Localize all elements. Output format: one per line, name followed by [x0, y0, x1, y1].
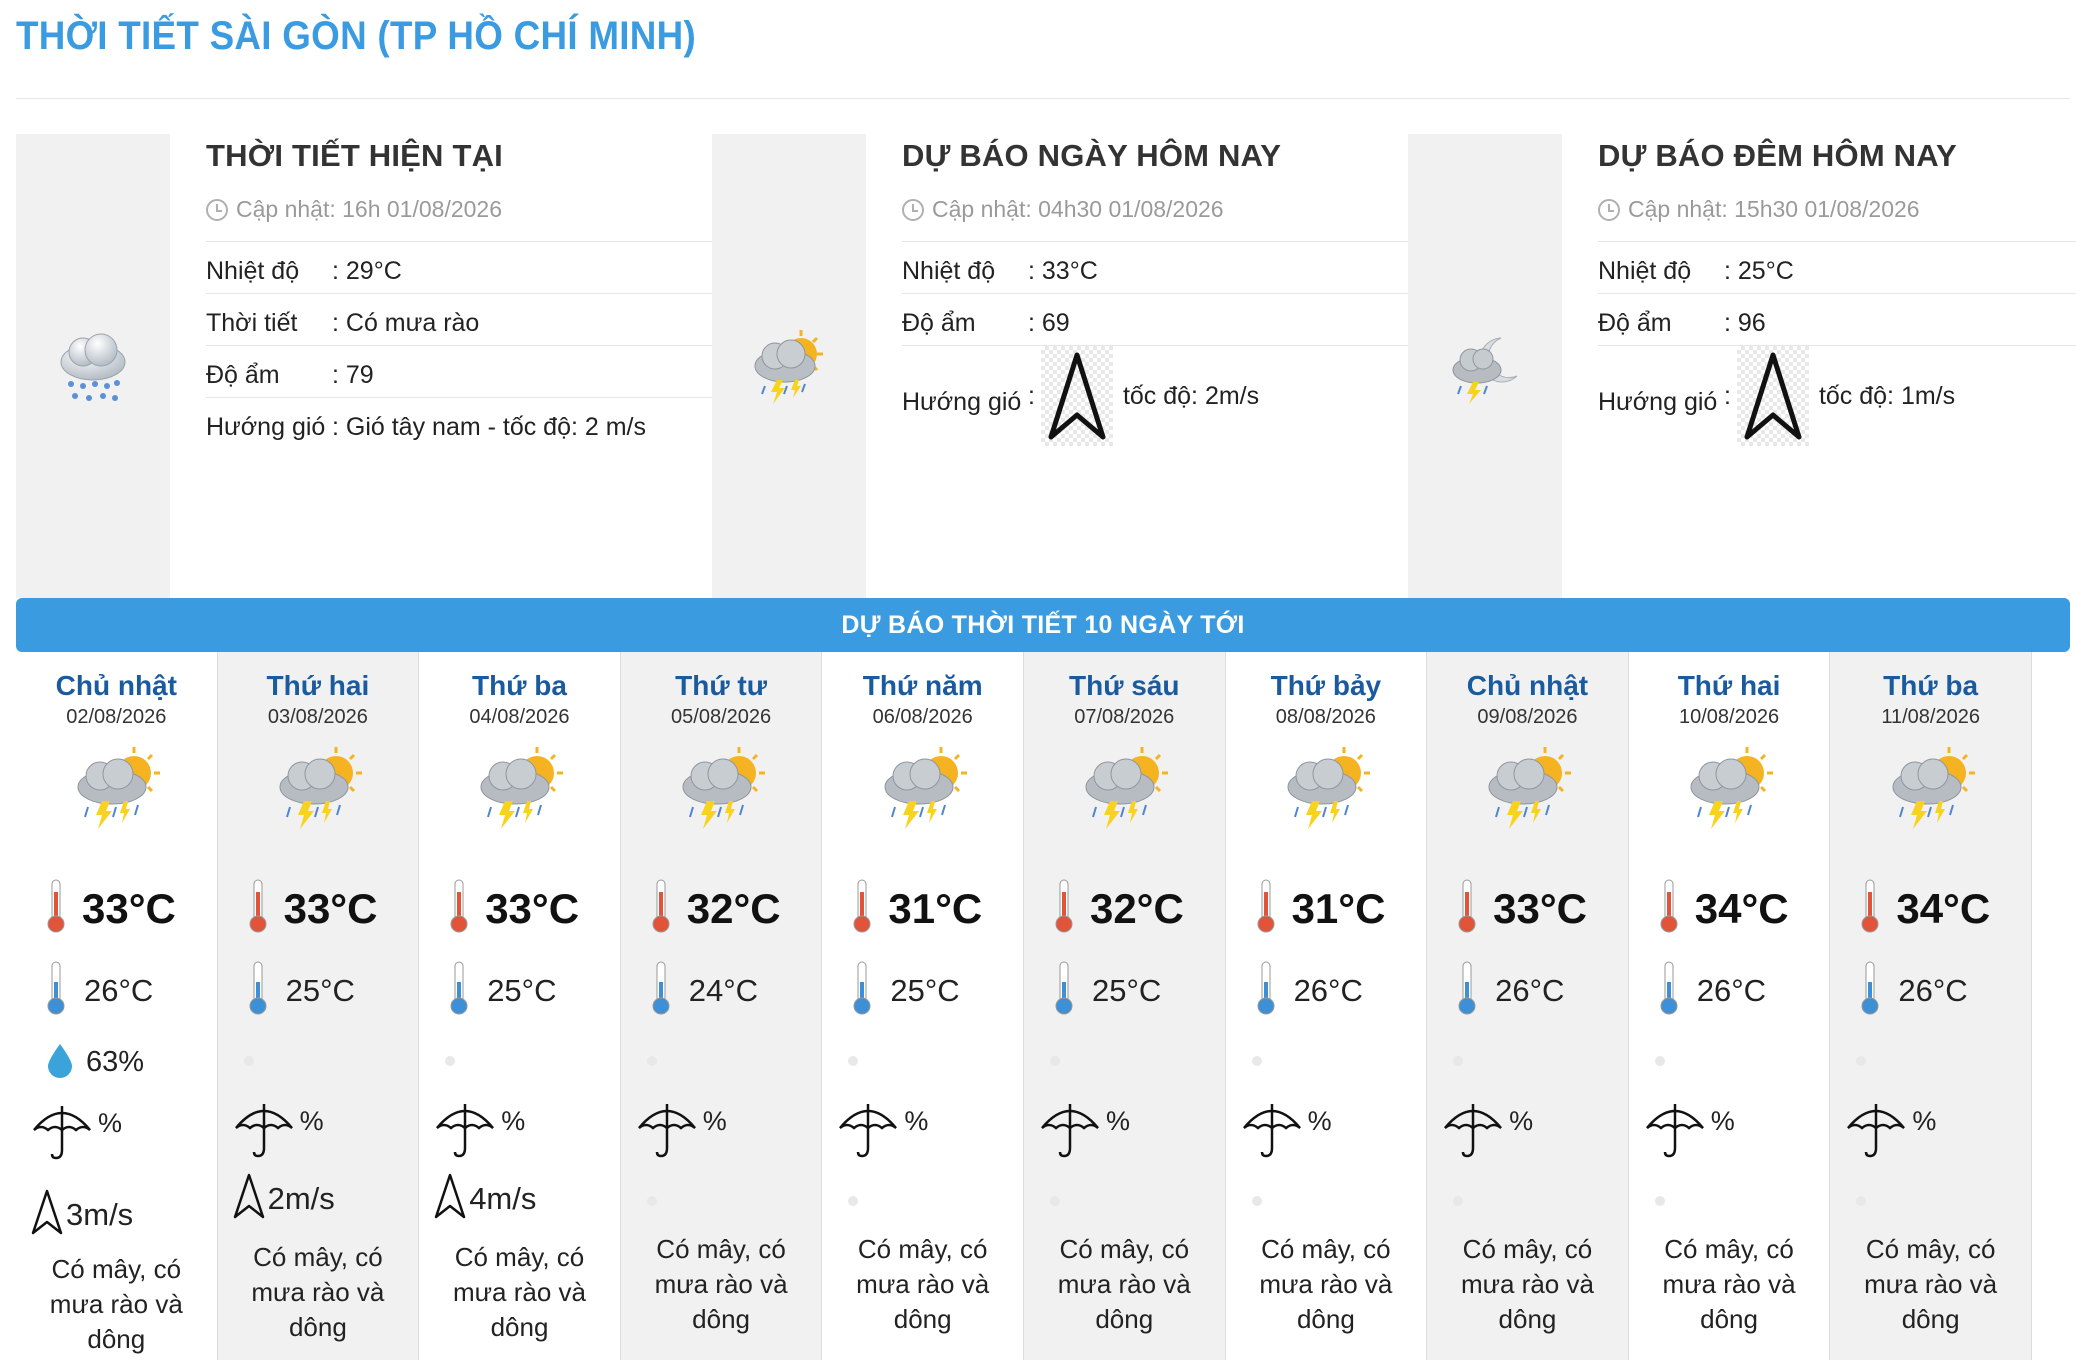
day-description: Có mây, có mưa rào và dông	[654, 1234, 788, 1334]
row-value: : 79	[332, 361, 374, 389]
thunderstorm-sun-icon	[1076, 743, 1172, 833]
umbrella-icon	[1240, 1098, 1304, 1165]
current-weather-panel	[16, 134, 716, 598]
max-temperature	[852, 878, 982, 939]
today-row-wind	[902, 346, 1412, 446]
thermometer-cold-icon	[1054, 960, 1074, 1021]
min-temperature	[1054, 960, 1161, 1021]
tonight-heading: DỰ BÁO ĐÊM HÔM NAY	[1598, 138, 1957, 173]
thunderstorm-moon-icon	[1443, 324, 1527, 408]
rain-chance-value: %	[702, 1106, 727, 1136]
current-row-temperature	[206, 242, 716, 294]
max-temperature-value: 33°C	[485, 884, 580, 932]
page-title: THỜI TIẾT SÀI GÒN (TP HỒ CHÍ MINH)	[16, 14, 697, 58]
wind-direction-icon	[1737, 346, 1809, 446]
water-drop-icon	[46, 1042, 74, 1083]
thermometer-cold-icon	[248, 960, 268, 1021]
rain-chance	[1844, 1098, 1936, 1165]
day-date: 05/08/2026	[671, 706, 772, 728]
day-date: 06/08/2026	[872, 706, 973, 728]
min-temperature	[46, 960, 153, 1021]
day-date: 04/08/2026	[469, 706, 570, 728]
rain-chance	[1240, 1098, 1332, 1165]
umbrella-icon	[1643, 1098, 1707, 1165]
wind-speed	[232, 1172, 335, 1225]
ten-day-forecast-banner: DỰ BÁO THỜI TIẾT 10 NGÀY TỚI	[16, 598, 2070, 652]
placeholder-dot	[848, 1196, 858, 1206]
max-temperature-value: 31°C	[1291, 884, 1386, 932]
thermometer-hot-icon	[1256, 878, 1276, 939]
wind-speed	[30, 1188, 133, 1241]
max-temperature-value: 34°C	[1896, 884, 1991, 932]
wind-speed-value: 4m/s	[469, 1180, 537, 1216]
min-temperature-value: 26°C	[1293, 972, 1363, 1008]
placeholder-dot	[647, 1196, 657, 1206]
thermometer-cold-icon	[46, 960, 66, 1021]
placeholder-dot	[1856, 1196, 1866, 1206]
min-temperature-value: 25°C	[285, 972, 355, 1008]
max-temperature	[449, 878, 579, 939]
wind-direction-icon	[1041, 346, 1113, 446]
day-description: Có mây, có mưa rào và dông	[1057, 1234, 1191, 1334]
min-temperature-value: 25°C	[890, 972, 960, 1008]
forecast-day	[419, 652, 621, 1360]
wind-direction-icon	[433, 1172, 467, 1225]
min-temperature	[1860, 960, 1967, 1021]
max-temperature	[1256, 878, 1386, 939]
forecast-day	[822, 652, 1024, 1360]
thunderstorm-sun-icon	[1681, 743, 1777, 833]
placeholder-dot	[1655, 1056, 1665, 1066]
title-divider	[16, 98, 2070, 99]
thermometer-cold-icon	[449, 960, 469, 1021]
day-date: 08/08/2026	[1275, 706, 1376, 728]
day-name: Chủ nhật	[55, 670, 177, 701]
umbrella-icon	[1441, 1098, 1505, 1165]
max-temperature-value: 34°C	[1694, 884, 1789, 932]
clock-icon	[1598, 199, 1620, 221]
tonight-forecast-panel	[1408, 134, 2076, 598]
max-temperature	[248, 878, 378, 939]
day-description: Có mây, có mưa rào và dông	[1460, 1234, 1594, 1334]
day-name: Thứ hai	[1677, 670, 1781, 701]
forecast-day	[218, 652, 420, 1360]
max-temperature-value: 32°C	[1089, 884, 1184, 932]
forecast-day	[1427, 652, 1629, 1360]
current-updated	[206, 196, 716, 223]
row-value: : 69	[1028, 309, 1070, 337]
day-name: Chủ nhật	[1466, 670, 1589, 701]
tonight-updated-text: Cập nhật: 15h30 01/08/2026	[1628, 196, 1920, 222]
clock-icon	[206, 199, 228, 221]
max-temperature	[1457, 878, 1587, 939]
min-temperature	[1256, 960, 1363, 1021]
row-label: Nhiệt độ	[206, 257, 300, 285]
wind-colon: :	[1028, 381, 1035, 410]
placeholder-dot	[647, 1056, 657, 1066]
min-temperature	[449, 960, 556, 1021]
tonight-row-humidity	[1598, 294, 2076, 346]
rain-chance-value: %	[1105, 1106, 1130, 1136]
min-temperature-value: 26°C	[1898, 972, 1968, 1008]
min-temperature	[1457, 960, 1564, 1021]
rain-cloud-icon	[53, 326, 133, 406]
wind-speed-value: 3m/s	[66, 1196, 134, 1232]
thunderstorm-sun-icon	[747, 324, 831, 408]
today-heading: DỰ BÁO NGÀY HÔM NAY	[902, 138, 1282, 173]
thermometer-hot-icon	[46, 878, 66, 939]
today-icon-column	[712, 134, 866, 598]
current-icon-column	[16, 134, 170, 598]
rain-chance-value: %	[1710, 1106, 1735, 1136]
rain-chance	[1038, 1098, 1130, 1165]
umbrella-icon	[635, 1098, 699, 1165]
row-label: Hướng gió	[206, 413, 326, 441]
day-description: Có mây, có mưa rào và dông	[49, 1254, 183, 1354]
thunderstorm-sun-icon	[875, 743, 971, 833]
day-date: 03/08/2026	[267, 706, 368, 728]
min-temperature-value: 26°C	[84, 972, 154, 1008]
row-label: Độ ẩm	[902, 309, 976, 337]
max-temperature-value: 33°C	[1493, 884, 1587, 932]
rain-chance	[1441, 1098, 1533, 1165]
clock-icon	[902, 199, 924, 221]
today-row-temperature	[902, 242, 1412, 294]
min-temperature	[852, 960, 959, 1021]
wind-speed	[433, 1172, 536, 1225]
forecast-day	[1024, 652, 1226, 1360]
thunderstorm-sun-icon	[1278, 743, 1374, 833]
row-label: Nhiệt độ	[1598, 257, 1692, 285]
thunderstorm-sun-icon	[1479, 743, 1575, 833]
placeholder-dot	[1655, 1196, 1665, 1206]
wind-speed-value: 2m/s	[267, 1180, 335, 1216]
thermometer-cold-icon	[852, 960, 872, 1021]
min-temperature-value: 25°C	[1091, 972, 1162, 1008]
row-label: Độ ẩm	[1598, 309, 1672, 337]
row-value: : 96	[1724, 309, 1766, 337]
day-description: Có mây, có mưa rào và dông	[251, 1242, 385, 1342]
day-date: 10/08/2026	[1678, 706, 1780, 728]
rain-chance-value: %	[1307, 1106, 1332, 1136]
max-temperature	[1659, 878, 1789, 939]
umbrella-icon	[1038, 1098, 1102, 1165]
thermometer-cold-icon	[1860, 960, 1880, 1021]
thermometer-hot-icon	[852, 878, 872, 939]
umbrella-icon	[232, 1098, 296, 1165]
rain-chance	[30, 1100, 122, 1167]
umbrella-icon	[30, 1100, 94, 1167]
max-temperature-value: 33°C	[82, 884, 176, 932]
umbrella-icon	[836, 1098, 900, 1165]
max-temperature	[1860, 878, 1990, 939]
current-row-wind	[206, 398, 716, 449]
placeholder-dot	[1252, 1196, 1262, 1206]
row-label: Nhiệt độ	[902, 257, 996, 285]
day-description: Có mây, có mưa rào và dông	[1259, 1234, 1393, 1334]
thermometer-hot-icon	[1054, 878, 1074, 939]
day-date: 09/08/2026	[1477, 706, 1578, 728]
forecast-day	[1830, 652, 2032, 1360]
placeholder-dot	[1252, 1056, 1262, 1066]
thermometer-cold-icon	[1256, 960, 1276, 1021]
current-row-condition	[206, 294, 716, 346]
rain-chance-value: %	[501, 1106, 526, 1136]
day-description: Có mây, có mưa rào và dông	[856, 1234, 990, 1334]
tonight-updated	[1598, 196, 2076, 223]
thermometer-hot-icon	[1860, 878, 1880, 939]
row-value: : 25°C	[1724, 257, 1794, 285]
thunderstorm-sun-icon	[673, 743, 769, 833]
day-name: Thứ sáu	[1069, 670, 1180, 701]
row-label: Hướng gió	[1598, 387, 1718, 416]
wind-direction-icon	[232, 1172, 266, 1225]
wind-direction-icon	[30, 1188, 64, 1241]
row-label: Độ ẩm	[206, 361, 280, 389]
min-temperature	[1659, 960, 1766, 1021]
day-description: Có mây, có mưa rào và dông	[452, 1242, 586, 1342]
min-temperature-value: 25°C	[487, 972, 557, 1008]
max-temperature	[651, 878, 781, 939]
rain-chance-value: %	[299, 1106, 324, 1136]
placeholder-dot	[445, 1056, 455, 1066]
day-name: Thứ ba	[1883, 670, 1979, 701]
min-temperature-value: 24°C	[688, 972, 759, 1008]
min-temperature-value: 26°C	[1696, 972, 1767, 1008]
thermometer-hot-icon	[1457, 878, 1477, 939]
row-label: Thời tiết	[206, 309, 298, 337]
thermometer-hot-icon	[449, 878, 469, 939]
humidity-value: 63%	[86, 1046, 145, 1078]
max-temperature	[46, 878, 176, 939]
forecast-day	[1226, 652, 1428, 1360]
min-temperature	[248, 960, 355, 1021]
day-description: Có mây, có mưa rào và dông	[1662, 1234, 1796, 1334]
placeholder-dot	[1050, 1196, 1060, 1206]
day-name: Thứ ba	[472, 670, 567, 701]
tonight-wind-speed: tốc độ: 1m/s	[1818, 381, 1956, 410]
umbrella-icon	[433, 1098, 497, 1165]
tonight-icon-column	[1408, 134, 1562, 598]
forecast-day	[621, 652, 823, 1360]
forecast-day	[1629, 652, 1831, 1360]
min-temperature	[651, 960, 758, 1021]
day-name: Thứ năm	[862, 670, 983, 701]
rain-chance-value: %	[1509, 1106, 1534, 1136]
row-value: : Gió tây nam - tốc độ: 2 m/s	[332, 413, 647, 441]
thermometer-cold-icon	[651, 960, 671, 1021]
thermometer-cold-icon	[1659, 960, 1679, 1021]
forecast-day	[16, 652, 218, 1360]
today-row-humidity	[902, 294, 1412, 346]
day-description: Có mây, có mưa rào và dông	[1864, 1234, 1998, 1334]
placeholder-dot	[244, 1056, 254, 1066]
max-temperature	[1054, 878, 1184, 939]
current-row-humidity	[206, 346, 716, 398]
placeholder-dot	[1856, 1056, 1866, 1066]
thunderstorm-sun-icon	[1883, 743, 1979, 833]
today-updated-text: Cập nhật: 04h30 01/08/2026	[932, 196, 1224, 222]
placeholder-dot	[1453, 1056, 1463, 1066]
thunderstorm-sun-icon	[471, 743, 567, 833]
day-date: 11/08/2026	[1881, 706, 1980, 728]
row-label: Hướng gió	[902, 387, 1022, 416]
max-temperature-value: 31°C	[888, 884, 983, 932]
placeholder-dot	[1453, 1196, 1463, 1206]
thermometer-hot-icon	[651, 878, 671, 939]
tonight-row-wind	[1598, 346, 2076, 446]
thermometer-cold-icon	[1457, 960, 1477, 1021]
row-value: : 29°C	[332, 257, 402, 285]
ten-day-forecast-list	[16, 652, 2070, 1360]
rain-chance	[836, 1098, 928, 1165]
rain-chance-value: %	[98, 1108, 123, 1138]
day-name: Thứ bảy	[1270, 670, 1382, 701]
today-updated	[902, 196, 1412, 223]
thunderstorm-sun-icon	[270, 743, 366, 833]
humidity	[46, 1042, 144, 1083]
umbrella-icon	[1844, 1098, 1908, 1165]
row-value: : Có mưa rào	[332, 309, 480, 337]
day-date: 07/08/2026	[1074, 706, 1175, 728]
max-temperature-value: 33°C	[283, 884, 378, 932]
current-updated-text: Cập nhật: 16h 01/08/2026	[236, 196, 503, 222]
rain-chance	[232, 1098, 324, 1165]
rain-chance	[433, 1098, 525, 1165]
current-heading: THỜI TIẾT HIỆN TẠI	[206, 138, 503, 173]
thermometer-hot-icon	[1659, 878, 1679, 939]
today-wind-speed: tốc độ: 2m/s	[1122, 381, 1260, 410]
thermometer-hot-icon	[248, 878, 268, 939]
wind-colon: :	[1724, 381, 1731, 410]
day-name: Thứ tư	[675, 670, 768, 701]
today-forecast-panel	[712, 134, 1412, 598]
tonight-row-temperature	[1598, 242, 2076, 294]
day-name: Thứ hai	[266, 670, 370, 701]
day-date: 02/08/2026	[66, 706, 167, 728]
row-value: : 33°C	[1028, 257, 1098, 285]
min-temperature-value: 26°C	[1495, 972, 1565, 1008]
rain-chance	[635, 1098, 727, 1165]
thunderstorm-sun-icon	[68, 743, 164, 833]
rain-chance-value: %	[1912, 1106, 1937, 1136]
rain-chance	[1643, 1098, 1735, 1165]
placeholder-dot	[848, 1056, 858, 1066]
placeholder-dot	[1050, 1056, 1060, 1066]
max-temperature-value: 32°C	[686, 884, 781, 932]
rain-chance-value: %	[904, 1106, 929, 1136]
